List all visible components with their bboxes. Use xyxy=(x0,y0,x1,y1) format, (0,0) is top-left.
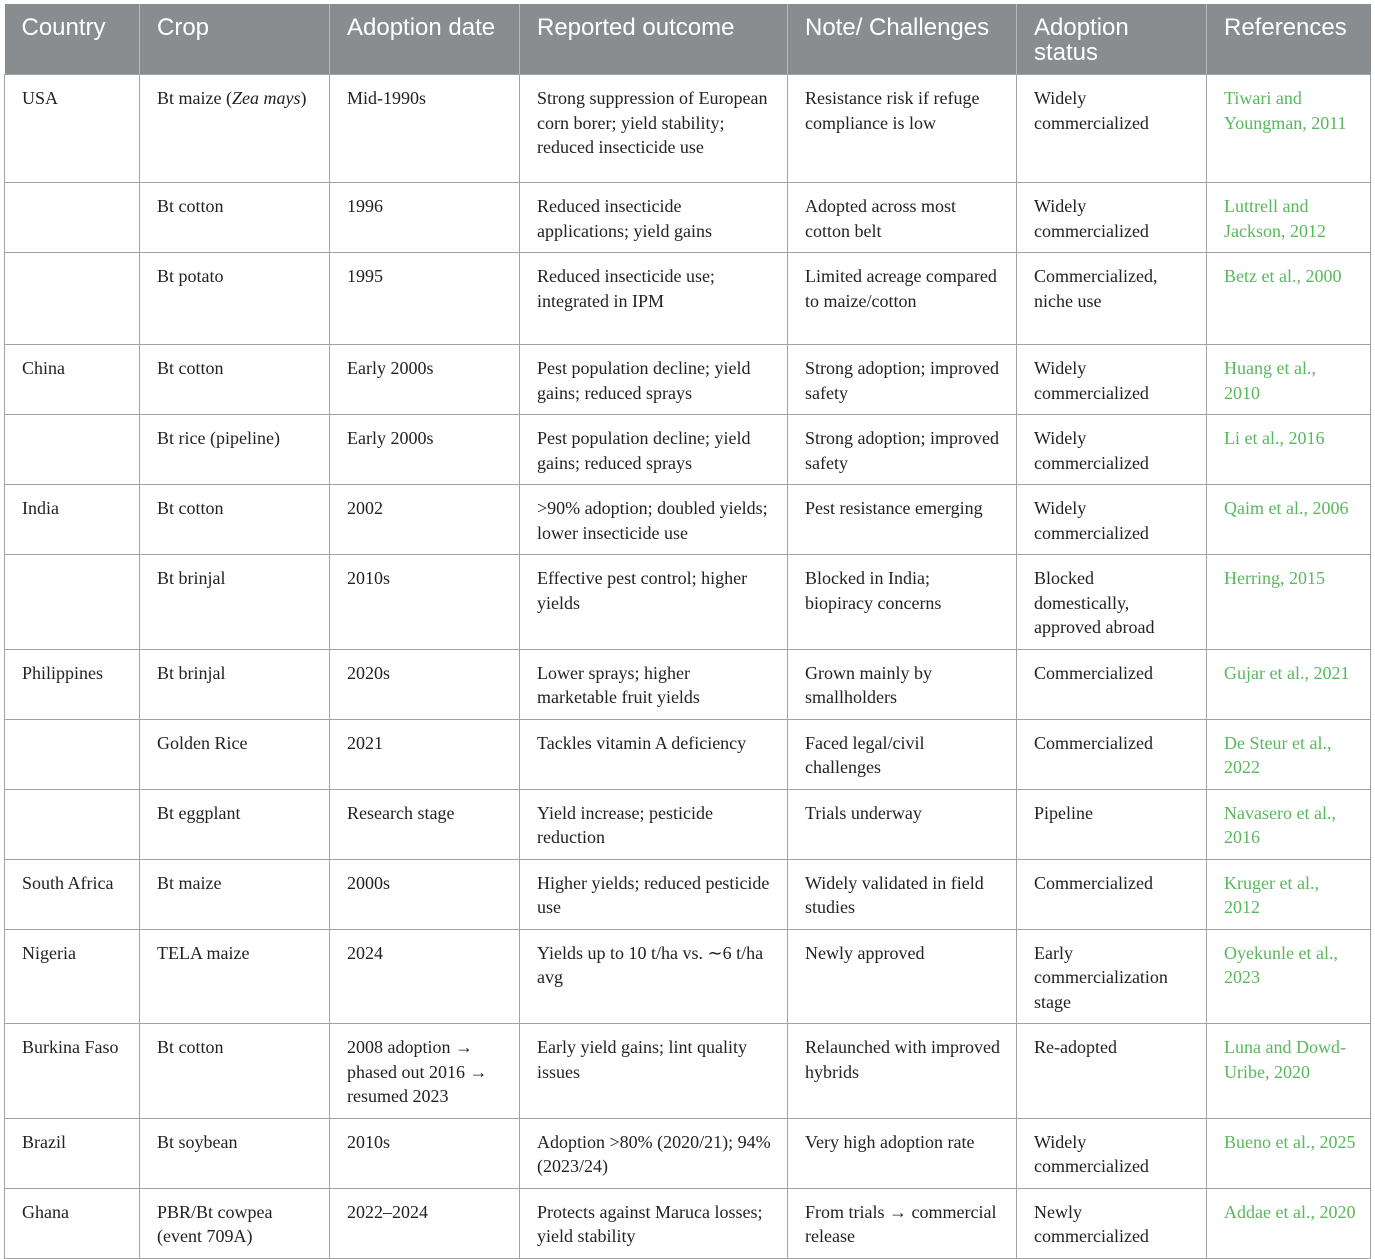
header-adoption-date: Adoption date xyxy=(330,4,520,75)
cell-adoption-status: Newly commercialized xyxy=(1017,1188,1207,1258)
reference-link[interactable]: Li et al., 2016 xyxy=(1207,415,1371,485)
cell-note-challenges: Relaunched with improved hybrids xyxy=(788,1024,1017,1119)
table-row xyxy=(5,485,1371,555)
cell-crop: Bt brinjal xyxy=(140,649,330,719)
cell-adoption-date: Early 2000s xyxy=(330,345,520,415)
cell-country: Burkina Faso xyxy=(5,1024,140,1119)
cell-country xyxy=(5,555,140,650)
cell-crop: TELA maize xyxy=(140,929,330,1024)
cell-adoption-date: 2020s xyxy=(330,649,520,719)
header-row xyxy=(5,4,1371,75)
cell-adoption-date: 2000s xyxy=(330,859,520,929)
table-row xyxy=(5,1024,1371,1119)
cell-reported-outcome: Early yield gains; lint quality issues xyxy=(520,1024,788,1119)
cell-note-challenges: Pest resistance emerging xyxy=(788,485,1017,555)
cell-country: South Africa xyxy=(5,859,140,929)
crop-text-end: ) xyxy=(300,88,307,108)
cell-country xyxy=(5,719,140,789)
cell-crop: Bt soybean xyxy=(140,1118,330,1188)
cell-adoption-status: Widely commercialized xyxy=(1017,345,1207,415)
cell-adoption-status: Widely commercialized xyxy=(1017,183,1207,253)
cell-country: USA xyxy=(5,75,140,183)
cell-adoption-date: 1996 xyxy=(330,183,520,253)
cell-adoption-status: Widely commercialized xyxy=(1017,485,1207,555)
cell-adoption-status: Commercialized xyxy=(1017,719,1207,789)
cell-reported-outcome: Higher yields; reduced pesticide use xyxy=(520,859,788,929)
crop-text: Bt maize ( xyxy=(157,88,232,108)
reference-link[interactable]: Navasero et al., 2016 xyxy=(1207,789,1371,859)
cell-crop: PBR/Bt cowpea (event 709A) xyxy=(140,1188,330,1258)
table-row xyxy=(5,555,1371,650)
cell-adoption-date: 2022–2024 xyxy=(330,1188,520,1258)
cell-note-challenges: Adopted across most cotton belt xyxy=(788,183,1017,253)
cell-adoption-status: Re-adopted xyxy=(1017,1024,1207,1119)
cell-adoption-status: Commercialized xyxy=(1017,649,1207,719)
cell-reported-outcome: Reduced insecticide applications; yield gains xyxy=(520,183,788,253)
cell-adoption-date: Research stage xyxy=(330,789,520,859)
table-row xyxy=(5,1188,1371,1258)
reference-link[interactable]: Oyekunle et al., 2023 xyxy=(1207,929,1371,1024)
cell-note-challenges: Grown mainly by smallholders xyxy=(788,649,1017,719)
cell-crop: Bt brinjal xyxy=(140,555,330,650)
table-row xyxy=(5,253,1371,345)
cell-adoption-date: 2002 xyxy=(330,485,520,555)
cell-reported-outcome: Strong suppression of European corn borer; yield stability; reduced insecticide use xyxy=(520,75,788,183)
cell-adoption-date: Early 2000s xyxy=(330,415,520,485)
cell-crop: Bt potato xyxy=(140,253,330,345)
header-country: Country xyxy=(5,4,140,75)
cell-reported-outcome: Pest population decline; yield gains; reduced sprays xyxy=(520,345,788,415)
cell-note-challenges: Widely validated in field studies xyxy=(788,859,1017,929)
cell-crop: Bt cotton xyxy=(140,345,330,415)
cell-crop xyxy=(140,75,330,183)
cell-country xyxy=(5,789,140,859)
table-row xyxy=(5,75,1371,183)
cell-country xyxy=(5,253,140,345)
table-row xyxy=(5,345,1371,415)
table-row xyxy=(5,719,1371,789)
cell-adoption-status: Widely commercialized xyxy=(1017,1118,1207,1188)
cell-country: Philippines xyxy=(5,649,140,719)
cell-adoption-date: Mid-1990s xyxy=(330,75,520,183)
cell-adoption-status: Pipeline xyxy=(1017,789,1207,859)
reference-link[interactable]: De Steur et al., 2022 xyxy=(1207,719,1371,789)
cell-reported-outcome: >90% adoption; doubled yields; lower insecticide use xyxy=(520,485,788,555)
cell-note-challenges: Limited acreage compared to maize/cotton xyxy=(788,253,1017,345)
cell-adoption-status: Commercialized xyxy=(1017,859,1207,929)
header-note-challenges: Note/ Challenges xyxy=(788,4,1017,75)
reference-link[interactable]: Tiwari and Youngman, 2011 xyxy=(1207,75,1371,183)
cell-country: China xyxy=(5,345,140,415)
cell-note-challenges: Very high adoption rate xyxy=(788,1118,1017,1188)
cell-crop: Bt cotton xyxy=(140,1024,330,1119)
reference-link[interactable]: Betz et al., 2000 xyxy=(1207,253,1371,345)
reference-link[interactable]: Bueno et al., 2025 xyxy=(1207,1118,1371,1188)
header-adoption-status: Adoption status xyxy=(1017,4,1207,75)
cell-note-challenges: Strong adoption; improved safety xyxy=(788,345,1017,415)
cell-adoption-date: 2010s xyxy=(330,1118,520,1188)
table-row xyxy=(5,415,1371,485)
cell-note-challenges: Newly approved xyxy=(788,929,1017,1024)
reference-link[interactable]: Luttrell and Jackson, 2012 xyxy=(1207,183,1371,253)
table-row xyxy=(5,649,1371,719)
cell-adoption-date: 2021 xyxy=(330,719,520,789)
cell-crop: Golden Rice xyxy=(140,719,330,789)
cell-reported-outcome: Reduced insecticide use; integrated in IPM xyxy=(520,253,788,345)
cell-adoption-status: Widely commercialized xyxy=(1017,75,1207,183)
cell-adoption-date: 1995 xyxy=(330,253,520,345)
table-row xyxy=(5,1118,1371,1188)
table-row xyxy=(5,789,1371,859)
cell-crop: Bt maize xyxy=(140,859,330,929)
cell-crop: Bt cotton xyxy=(140,485,330,555)
cell-reported-outcome: Tackles vitamin A deficiency xyxy=(520,719,788,789)
reference-link[interactable]: Gujar et al., 2021 xyxy=(1207,649,1371,719)
cell-reported-outcome: Yields up to 10 t/ha vs. ∼6 t/ha avg xyxy=(520,929,788,1024)
header-crop: Crop xyxy=(140,4,330,75)
gm-crop-adoption-table xyxy=(4,4,1371,1259)
reference-link[interactable]: Luna and Dowd-Uribe, 2020 xyxy=(1207,1024,1371,1119)
cell-note-challenges: Strong adoption; improved safety xyxy=(788,415,1017,485)
cell-crop: Bt rice (pipeline) xyxy=(140,415,330,485)
cell-crop: Bt cotton xyxy=(140,183,330,253)
reference-link[interactable]: Huang et al., 2010 xyxy=(1207,345,1371,415)
cell-adoption-status: Blocked domestically, approved abroad xyxy=(1017,555,1207,650)
reference-link[interactable]: Herring, 2015 xyxy=(1207,555,1371,650)
header-reported-outcome: Reported outcome xyxy=(520,4,788,75)
crop-species-name: Zea mays xyxy=(231,88,301,108)
cell-crop: Bt eggplant xyxy=(140,789,330,859)
cell-note-challenges: Trials underway xyxy=(788,789,1017,859)
cell-country: Ghana xyxy=(5,1188,140,1258)
header-references: References xyxy=(1207,4,1371,75)
gm-crop-adoption-table-container xyxy=(4,4,1370,1259)
cell-adoption-status: Widely commercialized xyxy=(1017,415,1207,485)
cell-reported-outcome: Protects against Maruca losses; yield stability xyxy=(520,1188,788,1258)
cell-reported-outcome: Yield increase; pesticide reduction xyxy=(520,789,788,859)
cell-country: Brazil xyxy=(5,1118,140,1188)
table-row xyxy=(5,859,1371,929)
cell-reported-outcome: Lower sprays; higher marketable fruit yields xyxy=(520,649,788,719)
cell-country xyxy=(5,415,140,485)
cell-adoption-status: Commercialized, niche use xyxy=(1017,253,1207,345)
reference-link[interactable]: Addae et al., 2020 xyxy=(1207,1188,1371,1258)
cell-adoption-date: 2024 xyxy=(330,929,520,1024)
cell-note-challenges: From trials → commercial release xyxy=(788,1188,1017,1258)
cell-reported-outcome: Pest population decline; yield gains; reduced sprays xyxy=(520,415,788,485)
cell-reported-outcome: Effective pest control; higher yields xyxy=(520,555,788,650)
table-row xyxy=(5,183,1371,253)
cell-note-challenges: Blocked in India; biopiracy concerns xyxy=(788,555,1017,650)
reference-link[interactable]: Kruger et al., 2012 xyxy=(1207,859,1371,929)
cell-note-challenges: Faced legal/civil challenges xyxy=(788,719,1017,789)
table-row xyxy=(5,929,1371,1024)
cell-adoption-date: 2010s xyxy=(330,555,520,650)
cell-note-challenges: Resistance risk if refuge compliance is low xyxy=(788,75,1017,183)
cell-country: Nigeria xyxy=(5,929,140,1024)
cell-adoption-status: Early commercialization stage xyxy=(1017,929,1207,1024)
cell-reported-outcome: Adoption >80% (2020/21); 94% (2023/24) xyxy=(520,1118,788,1188)
cell-country: India xyxy=(5,485,140,555)
reference-link[interactable]: Qaim et al., 2006 xyxy=(1207,485,1371,555)
cell-country xyxy=(5,183,140,253)
cell-adoption-date: 2008 adoption → phased out 2016 → resumed 2023 xyxy=(330,1024,520,1119)
